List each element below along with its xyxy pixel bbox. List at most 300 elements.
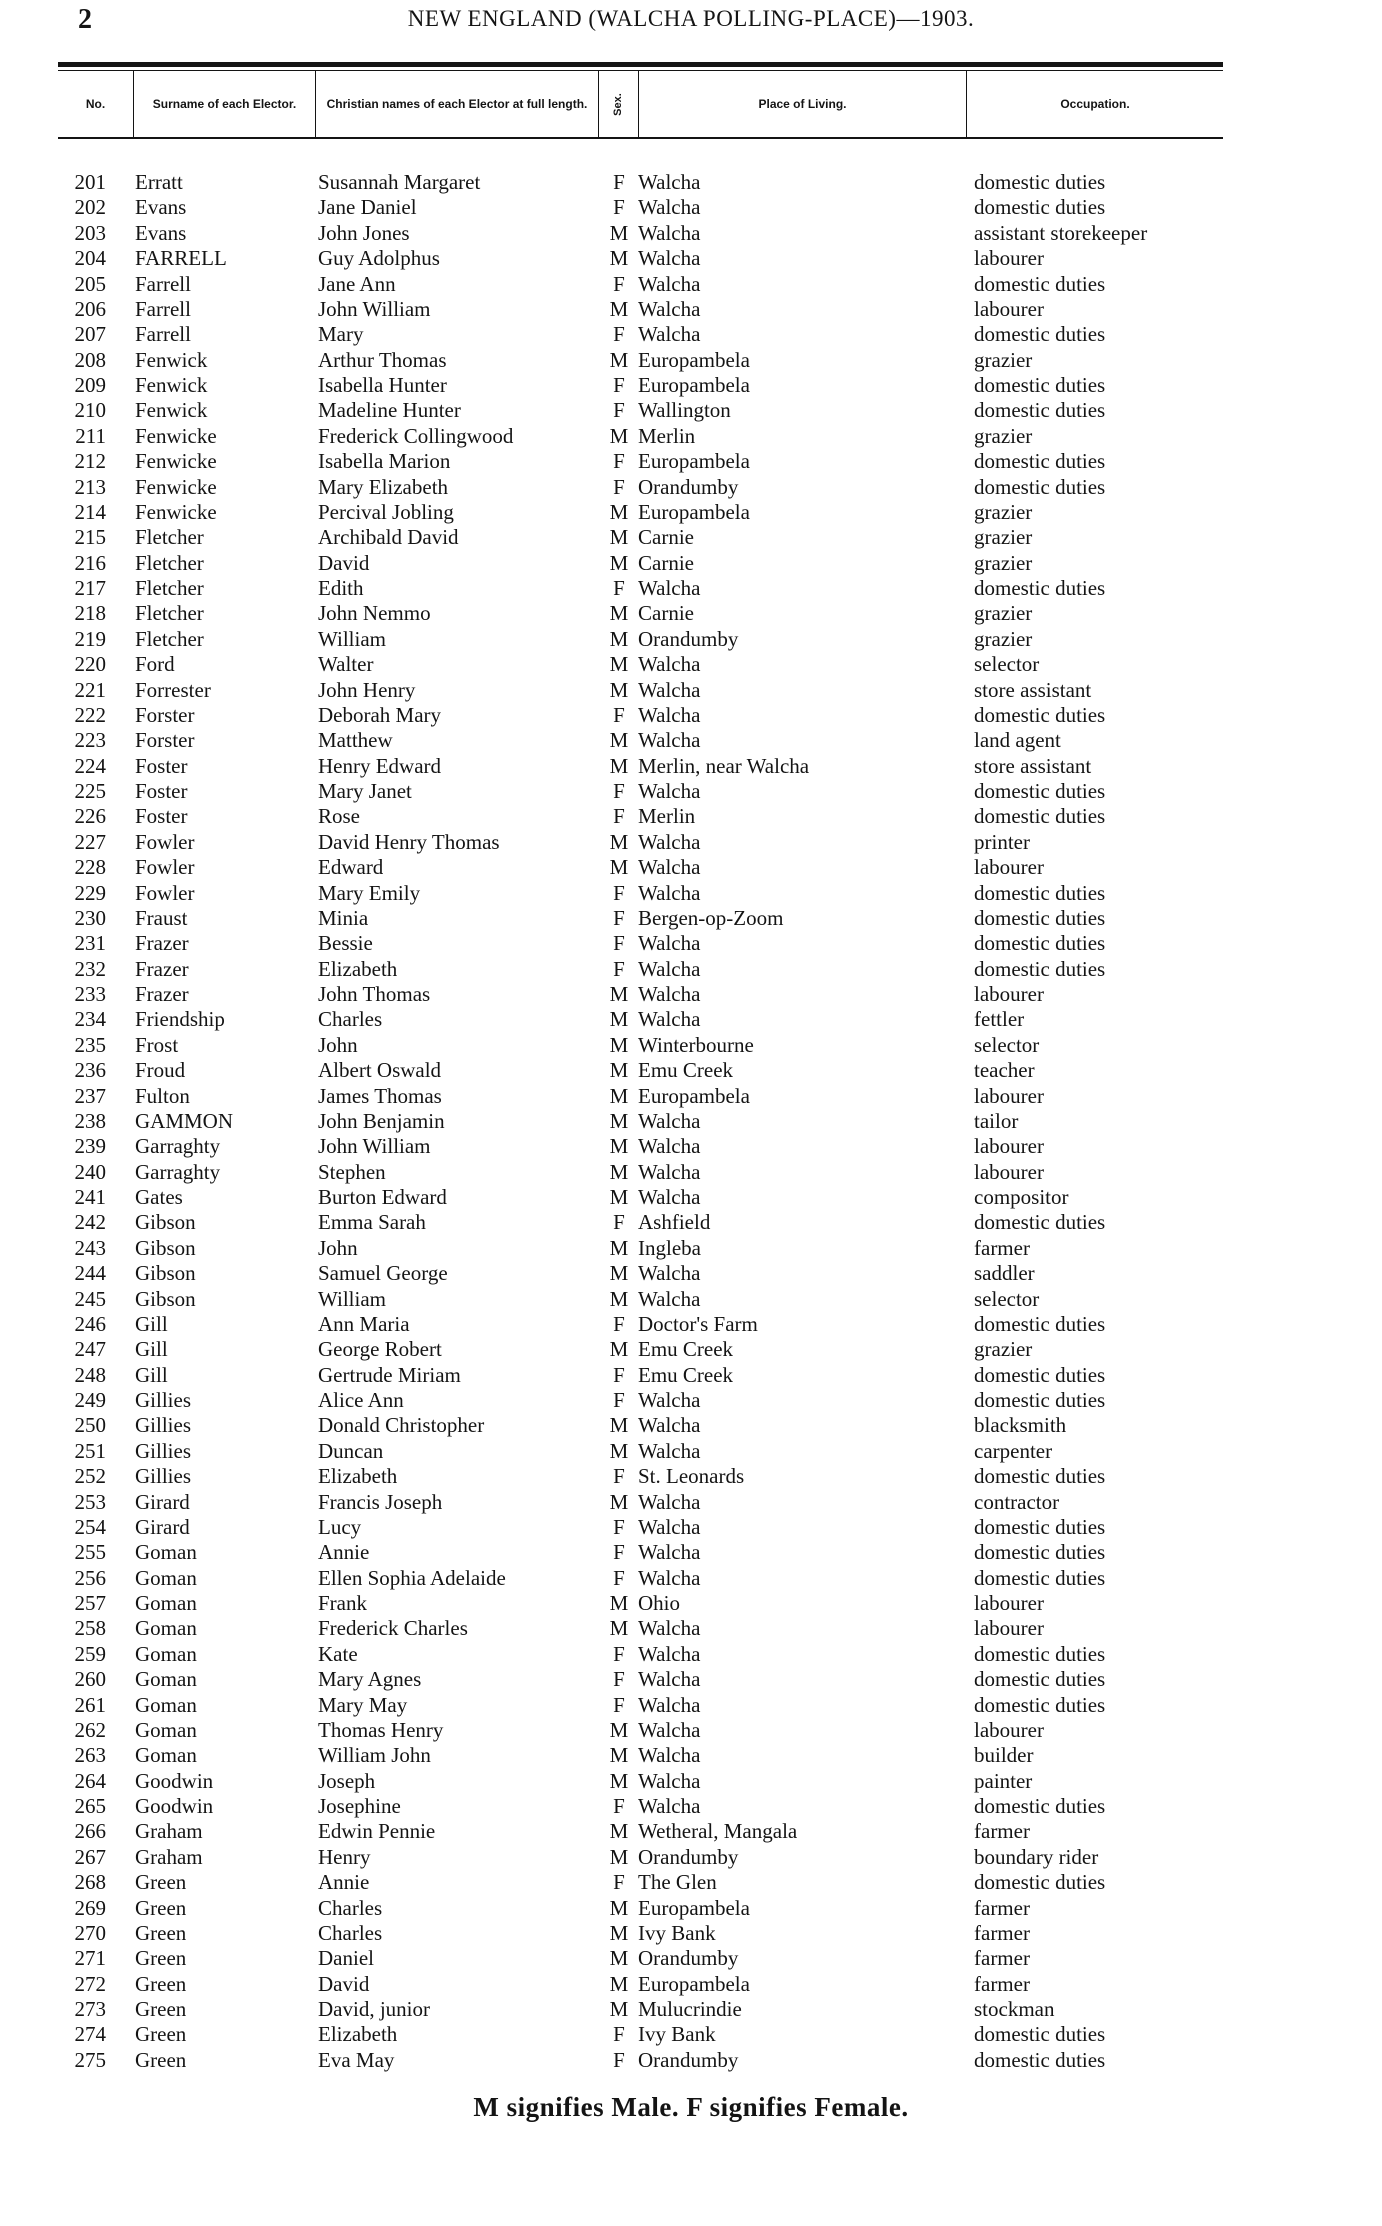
elector-occupation: labourer [974,982,1044,1006]
elector-sex: M [609,220,629,245]
elector-row [0,1997,1382,2022]
elector-christian-names: John William [318,296,431,321]
elector-christian-names: George Robert [318,1337,442,1362]
elector-surname: Gill [135,1337,168,1362]
elector-place-of-living: Europambela [638,1895,750,1920]
elector-surname: Frazer [135,956,189,981]
elector-surname: Farrell [135,296,191,321]
elector-row [0,1261,1382,1286]
elector-place-of-living: Walcha [638,1007,701,1032]
elector-occupation: domestic duties [974,322,1106,347]
elector-place-of-living: Orandumby [638,474,739,499]
elector-sex: M [609,1997,629,2021]
elector-number: 228 [74,855,106,880]
elector-surname: Fletcher [135,550,204,575]
elector-surname: Goman [135,1692,197,1717]
elector-number: 249 [74,1388,106,1412]
elector-place-of-living: Walcha [638,880,701,905]
elector-row [0,500,1382,525]
elector-row [0,1845,1382,1870]
page-number: 2 [78,4,92,35]
elector-christian-names: Isabella Marion [318,449,451,474]
elector-surname: Gibson [135,1235,196,1260]
elector-sex: M [609,1337,629,1362]
elector-number: 263 [74,1743,106,1768]
elector-row [0,1439,1382,1464]
header-rule-bottom [58,137,1223,139]
elector-christian-names: Duncan [318,1438,384,1463]
elector-sex: F [613,2047,625,2072]
elector-place-of-living: Europambela [638,347,750,372]
elector-occupation: boundary rider [974,1844,1099,1869]
elector-occupation: farmer [974,1946,1030,1971]
elector-occupation: domestic duties [974,1641,1106,1666]
elector-sex: M [609,677,629,702]
elector-christian-names: Rose [318,804,360,829]
elector-occupation: labourer [974,1083,1044,1108]
elector-place-of-living: Orandumby [638,626,739,651]
elector-place-of-living: Walcha [638,677,701,702]
elector-sex: M [609,1591,629,1615]
elector-occupation: domestic duties [974,398,1106,423]
elector-number: 271 [74,1946,106,1971]
elector-surname: Gibson [135,1210,196,1235]
elector-surname: Fenwicke [135,474,217,499]
elector-place-of-living: Ohio [638,1591,680,1615]
elector-christian-names: Edwin Pennie [318,1819,436,1844]
elector-place-of-living: Walcha [638,1717,701,1742]
elector-number: 211 [75,423,106,448]
elector-sex: M [609,1235,629,1260]
elector-occupation: grazier [974,550,1033,575]
elector-place-of-living: Walcha [638,1616,701,1641]
elector-sex: M [609,1844,629,1869]
column-headers [58,71,1223,137]
electors-list [0,170,1382,2073]
elector-christian-names: Annie [318,1540,370,1565]
elector-place-of-living: Emu Creek [638,1337,734,1362]
elector-sex: F [613,2022,625,2047]
elector-sex: M [609,829,629,854]
elector-sex: F [613,804,625,829]
elector-christian-names: John [318,1235,358,1260]
elector-occupation: farmer [974,1895,1030,1920]
elector-occupation: domestic duties [974,1388,1106,1412]
elector-number: 254 [74,1514,106,1539]
elector-surname: Goodwin [135,1794,214,1818]
elector-number: 270 [74,1920,106,1945]
elector-row [0,906,1382,931]
elector-occupation: domestic duties [974,1311,1106,1336]
elector-sex: F [613,398,625,423]
elector-sex: M [609,296,629,321]
elector-row [0,1312,1382,1337]
elector-row [0,1515,1382,1540]
elector-sex: F [613,1464,625,1489]
elector-row [0,1794,1382,1819]
elector-place-of-living: Walcha [638,1743,701,1768]
elector-row [0,1972,1382,1997]
elector-row [0,1870,1382,1895]
elector-sex: M [609,1134,629,1159]
elector-number: 258 [74,1616,106,1641]
elector-christian-names: Emma Sarah [318,1210,426,1235]
elector-occupation: domestic duties [974,1692,1106,1717]
elector-occupation: labourer [974,1591,1044,1615]
elector-occupation: store assistant [974,677,1092,702]
elector-place-of-living: Europambela [638,1971,750,1996]
elector-sex: M [609,1058,629,1083]
elector-sex: F [613,1362,625,1387]
elector-number: 246 [74,1311,106,1336]
elector-number: 236 [74,1058,106,1083]
elector-sex: M [609,347,629,372]
elector-surname: Graham [135,1844,203,1869]
elector-occupation: domestic duties [974,956,1106,981]
elector-occupation: grazier [974,601,1033,626]
elector-place-of-living: Walcha [638,1794,701,1818]
elector-place-of-living: Wetheral, Mangala [638,1819,798,1844]
elector-surname: Farrell [135,271,191,296]
elector-christian-names: Walter [318,652,374,677]
elector-row [0,1718,1382,1743]
elector-occupation: builder [974,1743,1034,1768]
elector-christian-names: Percival Jobling [318,499,454,524]
elector-row [0,475,1382,500]
elector-place-of-living: Merlin [638,423,696,448]
elector-christian-names: David [318,550,370,575]
elector-surname: Green [135,2047,187,2072]
elector-number: 221 [74,677,106,702]
elector-christian-names: Josephine [318,1794,401,1818]
elector-sex: M [609,626,629,651]
elector-surname: Goman [135,1667,197,1692]
elector-row [0,1616,1382,1641]
elector-place-of-living: The Glen [638,1870,717,1895]
elector-sex: M [609,753,629,778]
elector-occupation: grazier [974,423,1033,448]
elector-sex: M [609,1946,629,1971]
elector-place-of-living: Walcha [638,296,701,321]
elector-place-of-living: Walcha [638,956,701,981]
elector-row [0,272,1382,297]
elector-number: 242 [74,1210,106,1235]
elector-number: 237 [74,1083,106,1108]
elector-surname: Girard [135,1514,190,1539]
elector-christian-names: Elizabeth [318,1464,398,1489]
elector-sex: M [609,855,629,880]
elector-occupation: domestic duties [974,1514,1106,1539]
elector-sex: F [613,779,625,803]
elector-occupation: labourer [974,855,1044,880]
elector-place-of-living: Europambela [638,449,750,474]
elector-number: 230 [74,905,106,930]
elector-occupation: domestic duties [974,779,1106,803]
elector-row [0,703,1382,728]
elector-surname: Garraghty [135,1159,221,1184]
elector-row [0,1490,1382,1515]
elector-sex: F [613,931,625,956]
elector-christian-names: John Henry [318,677,416,702]
elector-christian-names: Charles [318,1895,383,1920]
elector-sex: F [613,195,625,220]
elector-number: 219 [74,626,106,651]
elector-number: 235 [74,1032,106,1057]
elector-surname: Goman [135,1717,197,1742]
elector-christian-names: Mary Elizabeth [318,474,449,499]
elector-christian-names: Henry Edward [318,753,442,778]
elector-christian-names: Joseph [318,1768,376,1793]
elector-row [0,1210,1382,1235]
elector-number: 240 [74,1159,106,1184]
elector-sex: M [609,728,629,753]
elector-number: 262 [74,1717,106,1742]
elector-place-of-living: Walcha [638,1667,701,1692]
elector-number: 243 [74,1235,106,1260]
elector-occupation: grazier [974,1337,1033,1362]
elector-christian-names: Charles [318,1920,383,1945]
elector-sex: M [609,1032,629,1057]
elector-christian-names: Mary Agnes [318,1667,422,1692]
elector-row [0,322,1382,347]
col-header-sex [598,71,638,137]
elector-christian-names: Annie [318,1870,370,1895]
elector-occupation: domestic duties [974,1210,1106,1235]
elector-row [0,551,1382,576]
elector-occupation: stockman [974,1997,1055,2021]
elector-surname: Goman [135,1641,197,1666]
elector-row [0,1566,1382,1591]
elector-surname: Froud [135,1058,186,1083]
elector-occupation: domestic duties [974,2022,1106,2047]
elector-surname: Gibson [135,1261,196,1286]
elector-surname: Fenwicke [135,449,217,474]
elector-surname: Fenwicke [135,499,217,524]
elector-row [0,1946,1382,1971]
elector-row [0,1287,1382,1312]
elector-christian-names: Thomas Henry [318,1717,444,1742]
elector-number: 238 [74,1108,106,1133]
elector-occupation: grazier [974,347,1033,372]
elector-surname: Gillies [135,1413,191,1438]
elector-number: 261 [74,1692,106,1717]
elector-row [0,982,1382,1007]
elector-row [0,1109,1382,1134]
elector-occupation: farmer [974,1920,1030,1945]
elector-occupation: domestic duties [974,449,1106,474]
elector-christian-names: William John [318,1743,431,1768]
elector-occupation: painter [974,1768,1033,1793]
elector-place-of-living: Emu Creek [638,1058,734,1083]
elector-christian-names: Samuel George [318,1261,448,1286]
elector-occupation: labourer [974,1717,1044,1742]
elector-christian-names: David Henry Thomas [318,829,500,854]
elector-sex: F [613,1794,625,1818]
elector-row [0,2048,1382,2073]
elector-sex: M [609,1819,629,1844]
elector-row [0,957,1382,982]
elector-occupation: compositor [974,1185,1069,1209]
elector-number: 245 [74,1286,106,1311]
elector-number: 256 [74,1565,106,1590]
elector-sex: F [613,1641,625,1666]
elector-number: 248 [74,1362,106,1387]
elector-surname: Friendship [135,1007,225,1032]
elector-surname: Fletcher [135,626,204,651]
elector-sex: F [613,1388,625,1412]
elector-row [0,1642,1382,1667]
elector-surname: Fletcher [135,525,204,550]
elector-row [0,1134,1382,1159]
elector-sex: M [609,1743,629,1768]
elector-row [0,855,1382,880]
elector-sex: M [609,1185,629,1209]
elector-sex: F [613,702,625,727]
elector-sex: M [609,1717,629,1742]
elector-sex: M [609,1489,629,1514]
elector-number: 201 [74,170,106,194]
elector-christian-names: Frederick Collingwood [318,423,514,448]
elector-surname: Foster [135,804,188,829]
elector-christian-names: David, junior [318,1997,430,2021]
elector-row [0,1084,1382,1109]
elector-surname: GAMMON [135,1108,234,1133]
page-header [0,4,1382,38]
elector-christian-names: Albert Oswald [318,1058,442,1083]
elector-place-of-living: Orandumby [638,1844,739,1869]
elector-occupation: blacksmith [974,1413,1067,1438]
elector-occupation: farmer [974,1819,1030,1844]
elector-sex: F [613,1311,625,1336]
col-header-christian-names: Christian names of each Elector at full length. [315,71,598,137]
elector-sex: F [613,880,625,905]
elector-surname: Gill [135,1311,168,1336]
elector-sex: M [609,652,629,677]
elector-occupation: selector [974,1032,1040,1057]
elector-row [0,1921,1382,1946]
elector-place-of-living: Bergen-op-Zoom [638,905,784,930]
elector-christian-names: Archibald David [318,525,459,550]
elector-christian-names: David [318,1971,370,1996]
elector-occupation: fettler [974,1007,1025,1032]
elector-surname: Forster [135,702,195,727]
elector-occupation: domestic duties [974,1667,1106,1692]
elector-number: 212 [74,449,106,474]
elector-surname: FARRELL [135,246,227,271]
elector-row [0,754,1382,779]
elector-surname: Fraust [135,905,188,930]
elector-row [0,1464,1382,1489]
elector-number: 223 [74,728,106,753]
elector-christian-names: Bessie [318,931,373,956]
elector-row [0,1693,1382,1718]
elector-place-of-living: Mulucrindie [638,1997,742,2021]
elector-place-of-living: Walcha [638,220,701,245]
elector-surname: Green [135,1920,187,1945]
elector-row [0,1058,1382,1083]
elector-surname: Farrell [135,322,191,347]
elector-sex: F [613,905,625,930]
elector-christian-names: Minia [318,905,369,930]
elector-row [0,1337,1382,1362]
elector-place-of-living: Walcha [638,576,701,600]
elector-sex: M [609,1261,629,1286]
elector-row [0,297,1382,322]
elector-row [0,931,1382,956]
elector-occupation: tailor [974,1108,1019,1133]
elector-surname: Ford [135,652,175,677]
elector-place-of-living: Walcha [638,1261,701,1286]
elector-number: 222 [74,702,106,727]
elector-surname: Frazer [135,931,189,956]
elector-row [0,525,1382,550]
elector-sex: M [609,499,629,524]
elector-place-of-living: Ivy Bank [638,2022,716,2047]
elector-place-of-living: Ivy Bank [638,1920,716,1945]
elector-row [0,1591,1382,1616]
elector-row [0,424,1382,449]
elector-sex: F [613,1692,625,1717]
elector-number: 272 [74,1971,106,1996]
elector-occupation: labourer [974,1134,1044,1159]
elector-number: 253 [74,1489,106,1514]
elector-place-of-living: St. Leonards [638,1464,745,1489]
elector-place-of-living: Ingleba [638,1235,701,1260]
elector-place-of-living: Wallington [638,398,731,423]
elector-christian-names: Deborah Mary [318,702,442,727]
elector-number: 250 [74,1413,106,1438]
elector-surname: Foster [135,753,188,778]
elector-occupation: domestic duties [974,880,1106,905]
elector-occupation: grazier [974,525,1033,550]
elector-row [0,449,1382,474]
elector-place-of-living: Walcha [638,1489,701,1514]
elector-surname: Foster [135,779,188,803]
elector-number: 210 [74,398,106,423]
elector-row [0,678,1382,703]
elector-place-of-living: Doctor's Farm [638,1311,758,1336]
elector-christian-names: Frederick Charles [318,1616,468,1641]
elector-place-of-living: Walcha [638,1514,701,1539]
elector-christian-names: Mary May [318,1692,408,1717]
elector-row [0,1185,1382,1210]
elector-occupation: domestic duties [974,576,1106,600]
elector-christian-names: Mary Janet [318,779,412,803]
elector-place-of-living: Walcha [638,702,701,727]
elector-row [0,1540,1382,1565]
elector-christian-names: Madeline Hunter [318,398,461,423]
elector-sex: F [613,1565,625,1590]
elector-place-of-living: Walcha [638,1108,701,1133]
elector-number: 265 [74,1794,106,1818]
elector-christian-names: Jane Daniel [318,195,417,220]
elector-occupation: domestic duties [974,1362,1106,1387]
elector-surname: Frost [135,1032,179,1057]
elector-surname: Fenwicke [135,423,217,448]
elector-surname: Forster [135,728,195,753]
elector-place-of-living: Walcha [638,855,701,880]
elector-row [0,1743,1382,1768]
elector-christian-names: John Nemmo [318,601,431,626]
elector-surname: Gibson [135,1286,196,1311]
elector-place-of-living: Carnie [638,525,694,550]
elector-sex: M [609,1920,629,1945]
elector-occupation: farmer [974,1971,1030,1996]
elector-surname: Gates [135,1185,183,1209]
elector-occupation: domestic duties [974,195,1106,220]
elector-christian-names: Kate [318,1641,358,1666]
elector-christian-names: Burton Edward [318,1185,447,1209]
